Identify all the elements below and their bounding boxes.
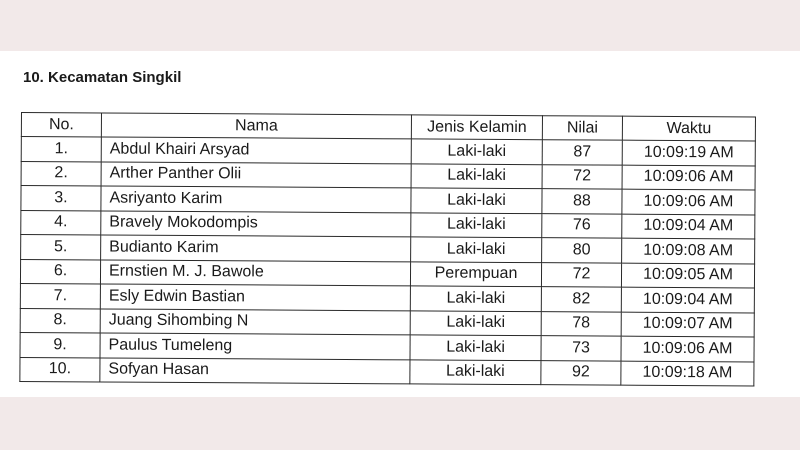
cell-jenis-kelamin: Laki-laki [411, 237, 542, 262]
cell-jenis-kelamin: Laki-laki [410, 286, 541, 311]
cell-nama: Budianto Karim [101, 235, 411, 261]
cell-nilai: 82 [541, 287, 621, 312]
cell-nama: Esly Edwin Bastian [100, 284, 410, 310]
cell-jenis-kelamin: Laki-laki [410, 359, 541, 384]
cell-nama: Ernstien M. J. Bawole [100, 259, 410, 285]
cell-waktu: 10:09:19 AM [622, 140, 755, 165]
column-header-waktu: Waktu [622, 116, 755, 141]
cell-nilai: 76 [542, 213, 622, 238]
cell-nama: Paulus Tumeleng [100, 333, 410, 359]
cell-nilai: 80 [542, 238, 622, 263]
cell-jenis-kelamin: Laki-laki [410, 310, 541, 335]
cell-jenis-kelamin: Laki-laki [411, 188, 542, 213]
cell-nama: Bravely Mokodompis [101, 210, 411, 236]
cell-jenis-kelamin: Laki-laki [410, 335, 541, 360]
cell-waktu: 10:09:06 AM [622, 189, 755, 214]
document-page [0, 51, 800, 397]
cell-waktu: 10:09:18 AM [621, 361, 754, 386]
cell-no: 5. [21, 235, 101, 260]
cell-no: 7. [20, 283, 100, 308]
table-row [20, 357, 754, 386]
cell-jenis-kelamin: Perempuan [410, 261, 541, 286]
cell-nilai: 88 [542, 189, 622, 214]
cell-nama: Juang Sihombing N [100, 308, 410, 334]
column-header-no: No. [21, 113, 101, 137]
cell-jenis-kelamin: Laki-laki [411, 163, 542, 188]
column-header-nama: Nama [101, 113, 411, 139]
cell-nama: Sofyan Hasan [100, 357, 410, 383]
cell-no: 2. [21, 161, 101, 186]
cell-waktu: 10:09:07 AM [621, 312, 754, 337]
cell-waktu: 10:09:04 AM [622, 214, 755, 239]
results-table [19, 112, 756, 386]
cell-nama: Abdul Khairi Arsyad [101, 137, 411, 163]
cell-no: 3. [21, 186, 101, 211]
cell-jenis-kelamin: Laki-laki [411, 212, 542, 237]
cell-waktu: 10:09:08 AM [622, 238, 755, 263]
section-heading: 10. Kecamatan Singkil [23, 69, 182, 86]
cell-nilai: 72 [541, 262, 621, 287]
cell-nama: Arther Panther Olii [101, 161, 411, 187]
cell-waktu: 10:09:05 AM [621, 263, 754, 288]
cell-no: 9. [20, 332, 100, 357]
cell-nama: Asriyanto Karim [101, 186, 411, 212]
cell-waktu: 10:09:06 AM [622, 165, 755, 190]
cell-waktu: 10:09:06 AM [621, 336, 754, 361]
cell-no: 8. [20, 308, 100, 333]
column-header-jenis-kelamin: Jenis Kelamin [411, 115, 542, 140]
column-header-nilai: Nilai [542, 116, 622, 140]
cell-nilai: 87 [542, 140, 622, 165]
cell-nilai: 92 [541, 360, 621, 385]
cell-no: 6. [20, 259, 100, 284]
cell-no: 4. [21, 210, 101, 235]
cell-waktu: 10:09:04 AM [621, 287, 754, 312]
cell-no: 1. [21, 137, 101, 162]
cell-nilai: 73 [541, 336, 621, 361]
cell-no: 10. [20, 357, 100, 382]
cell-nilai: 78 [541, 311, 621, 336]
cell-nilai: 72 [542, 164, 622, 189]
cell-jenis-kelamin: Laki-laki [411, 139, 542, 164]
